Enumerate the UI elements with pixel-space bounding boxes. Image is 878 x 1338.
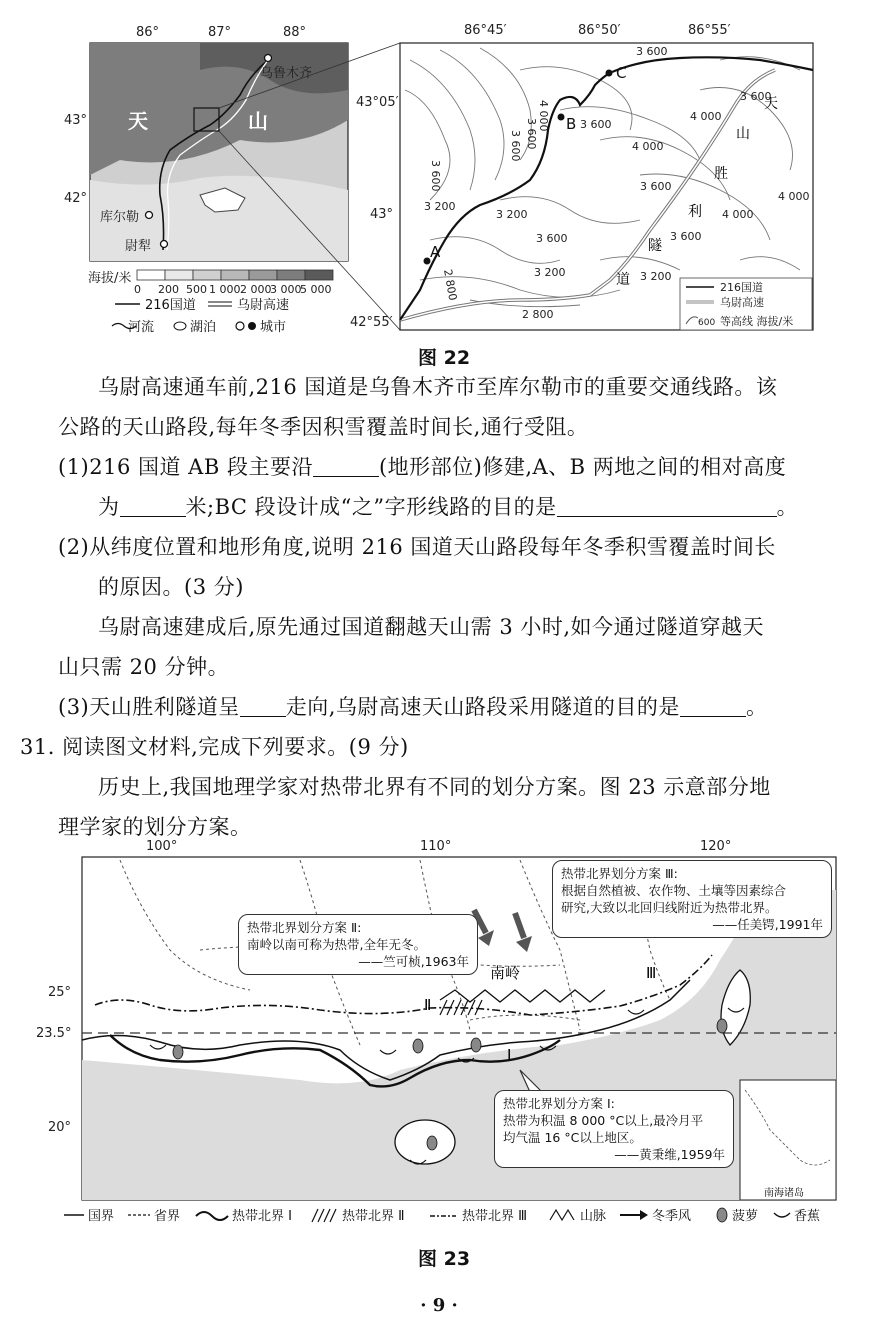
label-roman-i: Ⅰ [507, 1046, 512, 1064]
scale-title: 海拔/米 [88, 271, 132, 286]
south-sea-inset [740, 1080, 836, 1200]
detail-lat-3: 42°55′ [350, 315, 393, 330]
legend-province: 省界 [154, 1209, 181, 1224]
paragraph-1-line-1: 乌尉高速通车前,216 国道是乌鲁木齐市至库尔勒市的重要交通线路。该 [98, 375, 778, 399]
callout-scheme-i [494, 1090, 734, 1168]
detail-legend-road216: 216国道 [720, 281, 763, 294]
tunnel-char: 胜 [714, 166, 728, 182]
answer-blank-orientation[interactable] [240, 694, 286, 717]
question-2-line-2: 的原因。(3 分) [98, 575, 244, 599]
city-korla: 库尔勒 [100, 210, 140, 225]
elevation-scale [137, 270, 333, 280]
detail-lat-1: 43°05′ [356, 95, 399, 110]
scheme-iii-author: ——任美锷,1991年 [712, 917, 823, 932]
detail-lon-2: 86°50′ [578, 23, 621, 38]
scheme-i-title: 热带北界划分方案 Ⅰ: [503, 1096, 615, 1111]
answer-blank-purpose[interactable] [557, 494, 777, 517]
label-south-sea: 南海诸岛 [764, 1188, 804, 1199]
answer-blank-tunnel-purpose[interactable] [680, 694, 746, 717]
legend-city: 城市 [260, 320, 287, 335]
scale-0: 0 [134, 283, 141, 296]
contour-label: 4 000 [632, 140, 664, 153]
contour-label: 3 200 [424, 200, 456, 213]
legend-line-iii: 热带北界 Ⅲ [462, 1209, 528, 1224]
fig23-lat-25: 25° [48, 985, 72, 1000]
fig23-lat-23-5: 23.5° [36, 1026, 72, 1041]
contour-label: 3 600 [536, 232, 568, 245]
scale-500: 500 [186, 283, 207, 296]
scheme-iii-body-1: 根据自然植被、农作物、土壤等因素综合 [561, 883, 787, 898]
question-3: (3)天山胜利隧道呈 走向,乌尉高速天山路段采用隧道的目的是 。 [58, 695, 768, 719]
point-b-marker [558, 114, 565, 121]
scheme-i-author: ——黄秉维,1959年 [614, 1147, 725, 1162]
tunnel-char: 山 [736, 126, 750, 142]
contour-label: 3 200 [640, 270, 672, 283]
inset-lon-88: 88° [283, 25, 307, 40]
hainan-island [395, 1120, 455, 1164]
detail-lat-2: 43° [370, 207, 394, 222]
paragraph-2-line-1: 乌尉高速建成后,原先通过国道翻越天山需 3 小时,如今通过隧道穿越天 [98, 615, 765, 639]
detail-lon-1: 86°45′ [464, 23, 507, 38]
contour-label: 2 800 [522, 308, 554, 321]
legend-line-ii: 热带北界 Ⅱ [342, 1209, 405, 1224]
scheme-iii-body-2: 研究,大致以北回归线附近为热带北界。 [561, 900, 778, 915]
contour-label: 3 600 [670, 230, 702, 243]
fig23-legend [64, 1208, 820, 1224]
legend-road216: 216国道 [145, 298, 196, 313]
paragraph-3-line-2: 理学家的划分方案。 [58, 815, 252, 839]
city-korla-marker [146, 212, 153, 219]
question-1-line-1: (1)216 国道 AB 段主要沿 (地形部位)修建,A、B 两地之间的相对高度 [58, 455, 787, 479]
scale-200: 200 [158, 283, 179, 296]
question-1-line-2: 为 米;BC 段设计成“之”字形线路的目的是 。 [98, 495, 799, 519]
point-b: B [566, 115, 577, 133]
legend-line-i: 热带北界 Ⅰ [232, 1209, 292, 1224]
tunnel-char: 利 [688, 204, 702, 220]
answer-blank-height[interactable] [120, 494, 186, 517]
contour-label: 4 000 [722, 208, 754, 221]
city-yuli: 尉犁 [125, 239, 152, 254]
contour-label: 3 600 [509, 130, 522, 162]
scheme-iii-title: 热带北界划分方案 Ⅲ: [561, 866, 678, 881]
detail-legend-contour-num: 600 [698, 318, 716, 328]
answer-blank-terrain[interactable] [313, 454, 379, 477]
contour-label: 3 600 [525, 118, 538, 150]
label-nanling: 南岭 [490, 964, 521, 982]
contour-label: 3 600 [740, 90, 772, 103]
label-roman-iii: Ⅲ [646, 964, 657, 982]
contour-label: 3 600 [636, 45, 668, 58]
paragraph-3-line-1: 历史上,我国地理学家对热带北界有不同的划分方案。图 23 示意部分地 [98, 775, 771, 799]
point-c: C [616, 64, 627, 82]
legend-monsoon: 冬季风 [652, 1209, 692, 1224]
point-c-marker [606, 70, 613, 77]
scheme-ii-author: ——竺可桢,1963年 [358, 954, 469, 969]
label-tian: 天 [128, 109, 148, 133]
paragraph-1-line-2: 公路的天山路段,每年冬季因积雪覆盖时间长,通行受阻。 [58, 415, 589, 439]
point-a: A [430, 243, 441, 261]
scheme-i-body-2: 均气温 16 °C以上地区。 [503, 1130, 642, 1145]
callout-scheme-iii [552, 860, 832, 938]
scheme-ii-body: 南岭以南可称为热带,全年无冬。 [247, 937, 426, 952]
paragraph-2-line-2: 山只需 20 分钟。 [58, 655, 230, 679]
legend-pineapple: 菠萝 [732, 1209, 759, 1224]
contour-label: 4 000 [537, 100, 550, 132]
legend-lake: 湖泊 [190, 320, 217, 335]
label-roman-ii: Ⅱ [424, 996, 432, 1014]
figure-22 [0, 0, 878, 345]
scheme-i-body-1: 热带为积温 8 000 °C以上,最冷月平 [503, 1113, 704, 1128]
callout-scheme-ii [238, 914, 478, 975]
contour-label: 3 200 [496, 208, 528, 221]
inset-lon-86: 86° [136, 25, 160, 40]
legend-border: 国界 [88, 1209, 115, 1224]
contour-label: 4 000 [690, 110, 722, 123]
label-shan: 山 [248, 109, 268, 133]
scale-3000: 3 000 [270, 283, 302, 296]
inset-lat-43: 43° [64, 113, 88, 128]
fig23-lat-20: 20° [48, 1120, 72, 1135]
city-urumqi-marker [265, 55, 272, 62]
city-yuli-marker [161, 241, 168, 248]
figure-23-caption: 图 23 [418, 1248, 471, 1270]
question-31: 31. 阅读图文材料,完成下列要求。(9 分) [20, 735, 409, 759]
fig23-lon-120: 120° [700, 839, 732, 854]
detail-legend-contour: 等高线 海拔/米 [720, 315, 794, 328]
tunnel-char: 天 [764, 96, 778, 112]
legend-river: 河流 [128, 320, 155, 335]
fig23-lon-100: 100° [146, 839, 178, 854]
contour-label: 2 800 [441, 268, 460, 302]
scheme-ii-title: 热带北界划分方案 Ⅱ: [247, 920, 362, 935]
page-number: · 9 · [420, 1295, 458, 1316]
legend-highway: 乌尉高速 [237, 298, 290, 313]
scale-5000: 5 000 [300, 283, 332, 296]
contour-label: 3 600 [429, 160, 442, 192]
scale-1000: 1 000 [209, 283, 241, 296]
inset-lat-42: 42° [64, 191, 88, 206]
detail-legend-highway: 乌尉高速 [720, 296, 764, 309]
tunnel-char: 道 [616, 272, 630, 288]
contour-label: 3 600 [580, 118, 612, 131]
scale-2000: 2 000 [240, 283, 272, 296]
city-urumqi: 乌鲁木齐 [260, 66, 313, 81]
contour-label: 3 200 [534, 266, 566, 279]
legend-mountain: 山脉 [580, 1209, 607, 1224]
contour-label: 4 000 [778, 190, 810, 203]
detail-lon-3: 86°55′ [688, 23, 731, 38]
figure-22-caption: 图 22 [418, 347, 471, 369]
contour-label: 3 600 [640, 180, 672, 193]
question-2-line-1: (2)从纬度位置和地形角度,说明 216 国道天山路段每年冬季积雪覆盖时间长 [58, 535, 776, 559]
fig23-lon-110: 110° [420, 839, 452, 854]
tunnel-char: 隧 [648, 238, 662, 254]
inset-lon-87: 87° [208, 25, 232, 40]
legend-banana: 香蕉 [794, 1209, 821, 1224]
